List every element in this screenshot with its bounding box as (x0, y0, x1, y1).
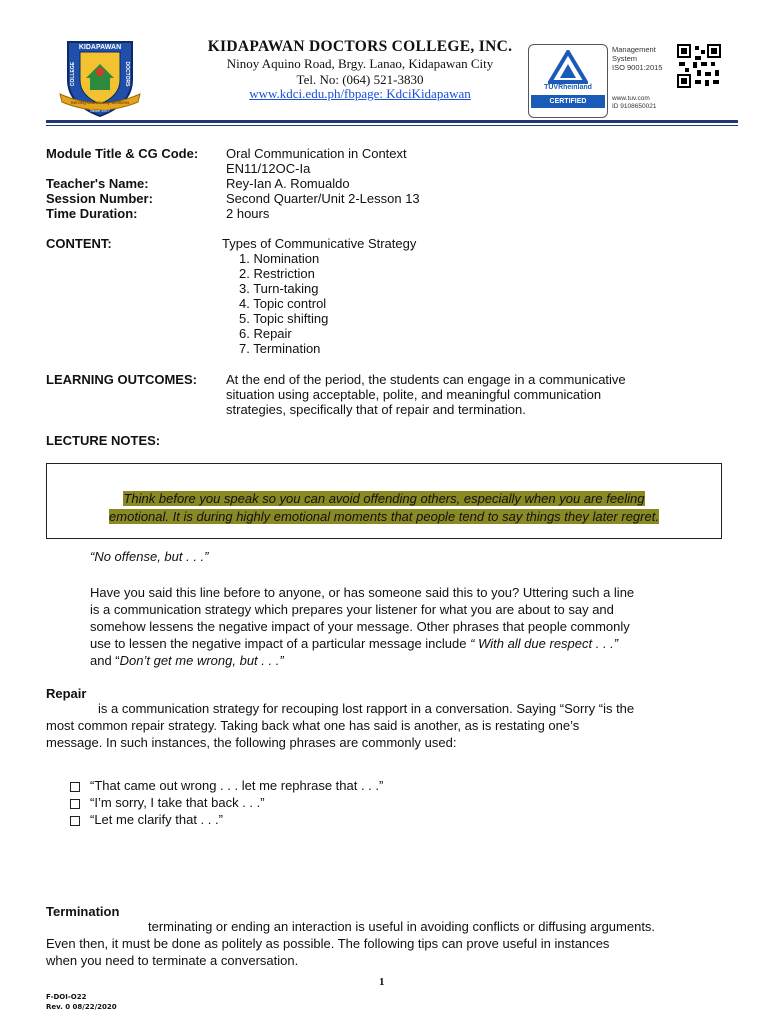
cert-certified-label: CERTIFIED (531, 95, 605, 108)
paragraph-line: message. In such instances, the following phrases are commonly used: (46, 735, 457, 750)
paragraph-line-with-italic (90, 635, 720, 652)
list-item: 6. Repair (239, 326, 292, 341)
cert-site: www.tuv.com (612, 95, 650, 102)
outcome-line: strategies, specifically that of repair and termination. (226, 402, 526, 417)
cert-mgmt-line: ISO 9001:2015 (612, 63, 663, 72)
session-number-value: Second Quarter/Unit 2-Lesson 13 (226, 191, 420, 206)
logo-bottom-text: Since 1977 (89, 108, 111, 113)
college-telephone: Tel. No: (064) 521-3830 (296, 72, 424, 87)
lecture-notes-label: LECTURE NOTES: (46, 433, 161, 448)
college-website-link[interactable]: www.kdci.edu.ph/fbpage: KdciKidapawan (249, 86, 471, 101)
cert-details (612, 95, 656, 111)
italic-phrase: “ With all due respect . . .” (470, 636, 619, 651)
module-title-label: Module Title & CG Code: (46, 146, 199, 161)
content-label: CONTENT: (46, 236, 112, 251)
outcome-line: situation using acceptable, polite, and meaningful communication (226, 387, 602, 402)
highlight-line-2: emotional. It is during highly emotional moments that people tend to say things they later regret. (109, 509, 659, 524)
cert-mgmt-line: System (612, 54, 638, 63)
list-item (70, 811, 383, 828)
logo-top-text: KIDAPAWAN (78, 44, 122, 51)
cert-mgmt-line: Management (612, 45, 656, 54)
paragraph-line: somehow lessens the negative impact of your message. Other phrases that people commonly (90, 619, 630, 634)
paragraph-line: Have you said this line before to anyone, or has someone said this to you? Uttering such a line (90, 585, 635, 600)
bullet-text: “That came out wrong . . . let me rephrase that . . .” (90, 778, 384, 793)
list-item: 1. Nomination (239, 251, 320, 266)
list-item: 2. Restriction (239, 266, 315, 281)
highlight-line-1-wrap (62, 490, 706, 508)
qr-code-icon (677, 44, 721, 88)
checkbox-bullet-icon (70, 816, 80, 826)
content-list (239, 251, 328, 356)
tuv-triangle-icon (548, 50, 588, 84)
content-title: Types of Communicative Strategy (222, 236, 417, 251)
repair-heading: Repair (46, 686, 87, 701)
tuv-brand: TÜVRheinland (544, 84, 592, 91)
list-item: 3. Turn-taking (239, 281, 319, 296)
time-duration-label: Time Duration: (46, 206, 138, 221)
list-item (70, 794, 383, 811)
highlight-line-1: Think before you speak so you can avoid offending others, especially when you are feeling (123, 491, 645, 506)
college-logo (58, 34, 142, 120)
paragraph-final-line (90, 652, 720, 669)
termination-heading: Termination (46, 904, 120, 919)
checkbox-bullet-icon (70, 799, 80, 809)
header-rule (46, 120, 738, 123)
checkbox-bullet-icon (70, 782, 80, 792)
list-item: 7. Termination (239, 341, 321, 356)
learning-outcomes-text (226, 372, 626, 417)
bullet-text: “Let me clarify that . . .” (90, 812, 223, 827)
paragraph-line: use to lessen the negative impact of a particular message include (90, 636, 467, 651)
lecture-paragraph (90, 584, 720, 669)
teacher-name-value: Rey-Ian A. Romualdo (226, 176, 350, 191)
paragraph-line: when you need to terminate a conversation. (46, 953, 299, 968)
time-duration-value: 2 hours (226, 206, 270, 221)
paragraph-line: most common repair strategy. Taking back what one has said is another, as is restating one’s (46, 718, 580, 733)
cg-code-value: EN11/12OC-Ia (226, 161, 311, 176)
list-item: 4. Topic control (239, 296, 327, 311)
termination-paragraph (46, 918, 720, 969)
logo-left-text: COLLEGE (70, 61, 76, 87)
bullet-text: “I’m sorry, I take that back . . .” (90, 795, 265, 810)
repair-paragraph (46, 700, 720, 751)
list-item: 5. Topic shifting (239, 311, 329, 326)
list-item (70, 777, 383, 794)
highlight-line-2-wrap (62, 508, 706, 526)
quote-no-offense: “No offense, but . . .” (90, 549, 209, 564)
module-title-value: Oral Communication in Context (226, 146, 407, 161)
college-name: KIDAPAWAN DOCTORS COLLEGE, INC. (207, 38, 513, 55)
cert-management-system (612, 45, 662, 72)
logo-right-text: DOCTORS (124, 61, 130, 87)
italic-phrase: Don’t get me wrong, but . . .” (119, 653, 284, 668)
cert-id: ID 9108650021 (612, 103, 657, 110)
learning-outcomes-label: LEARNING OUTCOMES: (46, 372, 197, 387)
college-address: Ninoy Aquino Road, Brgy. Lanao, Kidapawan City (226, 56, 494, 71)
outcome-line: At the end of the period, the students can engage in a communicative (226, 372, 626, 387)
header-rule-thin (46, 125, 738, 126)
paragraph-line: is a communication strategy for recouping lost rapport in a conversation. Saying “Sorry “is the (98, 701, 635, 716)
logo-banner-text: Serving Community Wellness (70, 100, 130, 105)
paragraph-line: is a communication strategy which prepares your listener for what you are about to say and (90, 602, 614, 617)
paragraph-line: terminating or ending an interaction is useful in avoiding conflicts or diffusing arguments. (148, 919, 656, 934)
document-code: F-DOI-O22 (46, 993, 87, 1001)
page-number: 1 (379, 976, 385, 988)
repair-bullet-list (70, 777, 383, 828)
session-number-label: Session Number: (46, 191, 153, 206)
paragraph-line: Even then, it must be done as politely as possible. The following tips can prove useful in instances (46, 936, 610, 951)
teacher-name-label: Teacher's Name: (46, 176, 149, 191)
paragraph-text: and “ (90, 653, 120, 668)
revision-date: Rev. 0 08/22/2020 (46, 1003, 117, 1011)
